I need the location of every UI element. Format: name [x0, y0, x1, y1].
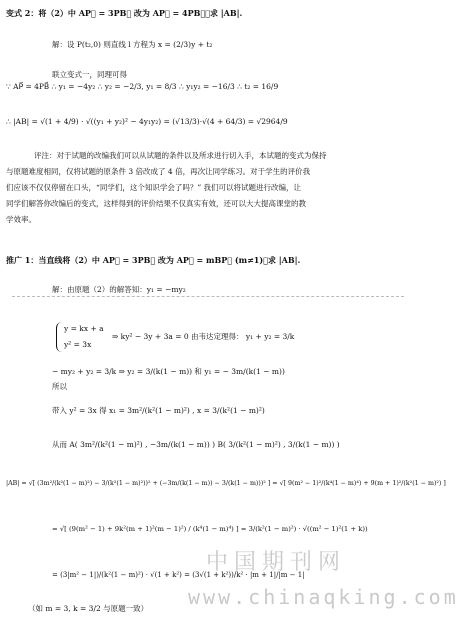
vieta-step: ⇒ ky² − 3y + 3a = 0 由韦达定理得： y₁ + y₂ = 3/k [112, 332, 295, 341]
commentary-line-5: 学效率。 [6, 215, 36, 224]
system-brace [56, 322, 63, 352]
section-divider [12, 296, 404, 297]
ab-length-step-2: = √[ (9(m² − 1) + 9k²(m + 1)²(m − 1)²) / (k⁴(1 − m)⁴) ] = 3/(k²(1 − m)²) · √((m² − 1)²(1 + k)) [52, 525, 368, 533]
watermark-cn: 中国期刊网 [206, 550, 347, 575]
system-equation-2: y² = 3x [64, 340, 92, 349]
commentary-line-1: 评注：对于试题的改编我们可以从试题的条件以及所求进行切入手，本试题的变式为保持 [34, 151, 327, 160]
consistency-note: （如 m = 3, k = 3/2 与原题一致） [28, 604, 149, 613]
commentary-line-3: 们应该不仅仅停留在口头，“同学们，这个知识学会了吗？” 我们可以将试题进行改编，让 [6, 183, 302, 192]
substitute-x-values: 带入 y² = 3x 得 x₁ = 3m²/(k²(1 − m)²) , x = 3/(k²(1 − m)²) [52, 406, 265, 415]
commentary-line-2: 与原题难度相同，仅将试题的原条件 3 倍改成了 4 倍，再次让同学练习。对于学生的评价我 [6, 167, 311, 176]
generalization-1-problem: 推广 1：当直线将（2）中 AP⃗ = 3PB⃗ 改为 AP⃗ = mBP⃗ (m≠1)，求 |AB|. [6, 255, 301, 265]
points-a-b: 从而 A( 3m²/(k²(1 − m)²) , −3m/(k(1 − m)) ) B( 3/(k²(1 − m)²) , 3/(k(1 − m)) ) [52, 440, 340, 449]
ab-length-step-3: = (3|m² − 1|)/(k²(1 − m)²) · √(1 + k²) = (3√(1 + k²))/k² · |m + 1|/|m − 1| [52, 571, 305, 579]
solve-y-values: − my₂ + y₂ = 3/k ⇒ y₂ = 3/(k(1 − m)) 和 y₁ = − 3m/(k(1 − m)) [52, 367, 285, 376]
system-equation-1: y = kx + a [64, 324, 104, 333]
variant-2-solution-step: ∵ AP⃗ = 4PB⃗ ∴ y₁ = −4y₂ ∴ y₂ = −2/3, y₁ = 8/3 ∴ y₁y₂ = −16/3 ∴ t₂ = 16/9 [6, 82, 279, 91]
watermark-url: www.chinaqking.com [188, 585, 459, 609]
variant-2-problem: 变式 2：将（2）中 AP⃗ = 3PB⃗ 改为 AP⃗ = 4PB⃗，求 |AB|. [6, 8, 243, 18]
therefore-label: 所以 [52, 382, 67, 391]
variant-2-solution-setup: 解：设 P(t₂,0) 则直线 l 方程为 x = (2/3)y + t₂ [52, 40, 213, 49]
variant-2-solution-result: ∴ |AB| = √(1 + 4/9) · √((y₁ + y₂)² − 4y₁y₂) = (√13/3)·√(4 + 64/3) = √2964/9 [6, 117, 288, 126]
ab-length-step-1: |AB| = √[ (3m²/(k²(1 − m)²) − 3/(k²(1 − m)²))² + (−3m/(k(1 − m)) − 3/(k(1 − m)))² ] = √[ 9(m² − 1)²/(k⁴(1 − m)⁴) + 9(m + 1)²/(k²(1 − m)²) ] [6, 480, 446, 487]
commentary-line-4: 同学们解答你改编后的变式，这样得到的评价结果不仅真实有效，还可以大大提高课堂的教 [6, 199, 306, 208]
generalization-1-solution-intro: 解：由原题（2）的解答知：y₁ = −my₂ [52, 285, 186, 294]
variant-2-solution-note: 联立变式一，同理可得 [52, 70, 127, 79]
